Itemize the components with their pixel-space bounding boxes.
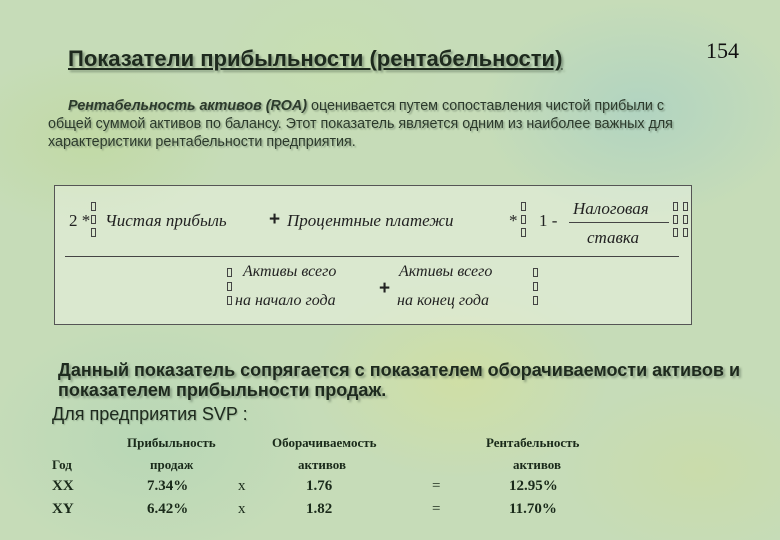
table-row-multiply: x	[238, 478, 246, 494]
header-roa-sub: активов	[513, 457, 561, 472]
bracket-glyph	[683, 202, 688, 211]
bracket-glyph	[91, 228, 96, 237]
table-row-equals: =	[432, 501, 441, 517]
formula-denominator-plus: +	[379, 278, 391, 299]
table-row-profitability: 7.34%	[147, 478, 189, 494]
roa-formula	[54, 185, 692, 325]
table-row-turnover: 1.76	[306, 478, 333, 494]
table-row-turnover: 1.82	[306, 501, 333, 517]
formula-tax-bottom: ставка	[587, 228, 639, 247]
table-row-multiply: x	[238, 501, 246, 517]
header-roa: Рентабельность	[486, 435, 580, 450]
formula-interest: Процентные платежи	[287, 211, 454, 230]
bracket-glyph	[91, 202, 96, 211]
bracket-glyph	[683, 215, 688, 224]
tax-fraction-bar	[569, 222, 669, 223]
formula-tax-top: Налоговая	[573, 199, 649, 218]
formula-assets-begin-top: Активы всего	[243, 263, 337, 280]
formula-assets-end-top: Активы всего	[399, 263, 493, 280]
header-profitability: Прибыльность	[127, 435, 216, 450]
table-row-roa: 11.70%	[509, 501, 557, 517]
bracket-glyph	[521, 228, 526, 237]
formula-plus: +	[269, 209, 281, 230]
formula-net-profit: Чистая прибыль	[105, 211, 227, 230]
table-row-equals: =	[432, 478, 441, 494]
formula-multiplier: 2 *	[69, 211, 91, 230]
table-row-profitability: 6.42%	[147, 501, 189, 517]
bracket-glyph	[673, 202, 678, 211]
bracket-glyph	[91, 215, 96, 224]
bracket-glyph	[521, 202, 526, 211]
intro-text: оценивается путем сопоставления чистой прибыли с общей суммой активов по балансу. Этот показатель является одним из наиболее важных для характеристики рентабельности предприятия.	[48, 98, 673, 150]
svp-label: Для предприятия SVP :	[52, 404, 248, 424]
main-fraction-bar	[65, 256, 679, 257]
bracket-glyph	[227, 268, 232, 277]
turnover-paragraph: Данный показатель сопрягается с показателем оборачиваемости активов и показателем прибыльности продаж.	[58, 360, 741, 400]
bracket-glyph	[227, 296, 232, 305]
bracket-glyph	[227, 282, 232, 291]
bracket-glyph	[673, 215, 678, 224]
header-turnover-sub: активов	[298, 457, 346, 472]
bracket-glyph	[533, 268, 538, 277]
formula-assets-begin-bottom: на начало года	[235, 292, 336, 309]
bracket-glyph	[683, 228, 688, 237]
formula-times: *	[509, 211, 518, 230]
formula-one-minus: 1 -	[539, 211, 558, 230]
roa-term: Рентабельность активов (ROA)	[68, 98, 308, 114]
formula-assets-end-bottom: на конец года	[397, 292, 489, 309]
table-row-roa: 12.95%	[509, 478, 558, 494]
intro-paragraph	[48, 97, 698, 151]
table-row-year: XY	[52, 501, 74, 517]
page-title: Показатели прибыльности (рентабельности)	[68, 46, 563, 71]
header-profitability-sub: продаж	[150, 457, 194, 472]
bracket-glyph	[521, 215, 526, 224]
bracket-glyph	[533, 282, 538, 291]
header-turnover: Оборачиваемость	[272, 435, 377, 450]
header-year: Год	[52, 457, 72, 472]
bracket-glyph	[673, 228, 678, 237]
table-row-year: XX	[52, 478, 74, 494]
slide-number: 154	[706, 38, 739, 63]
bracket-glyph	[533, 296, 538, 305]
